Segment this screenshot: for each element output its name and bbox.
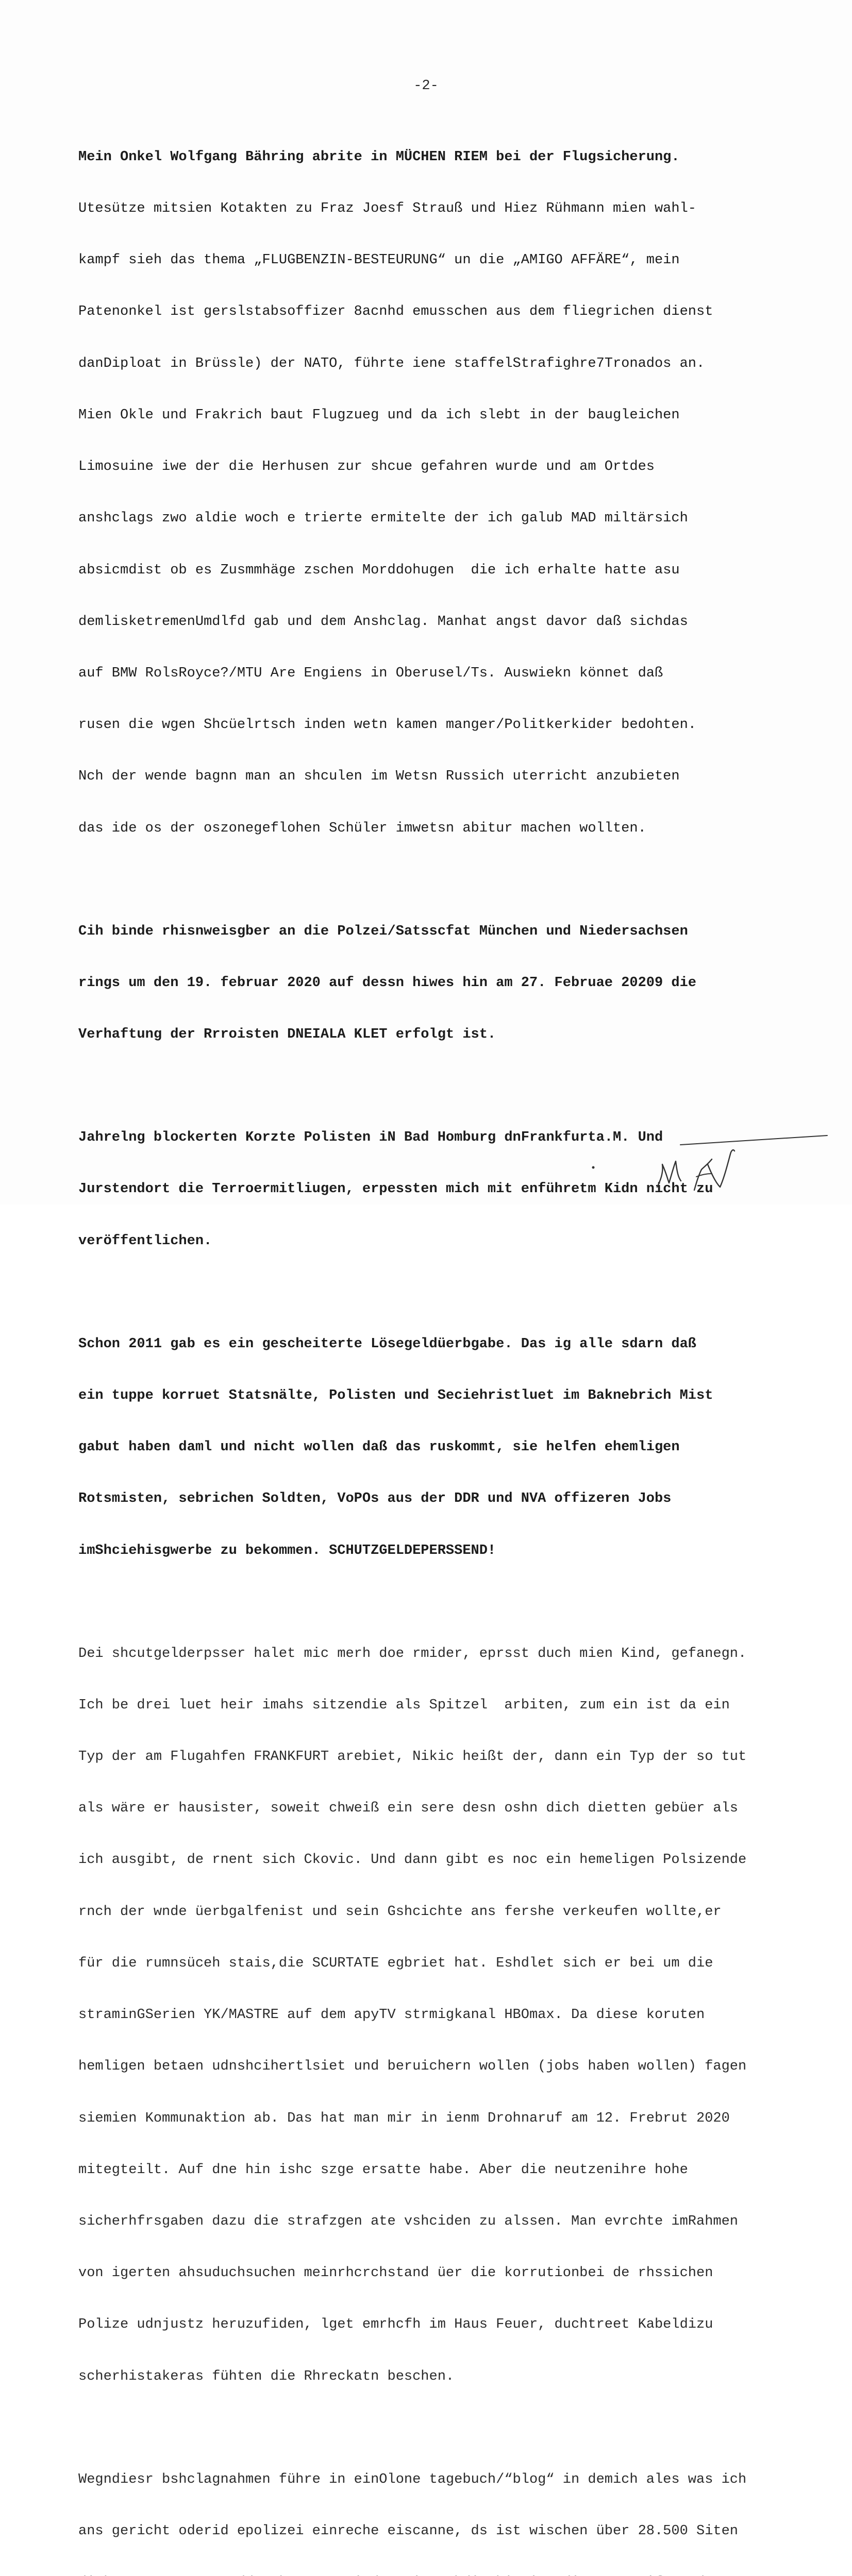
text-line: Dei shcutgelderpsser halet mic merh doe rmider, eprsst duch mien Kind, gefanegn. (78, 1646, 747, 1662)
text-line: Jurstendort die Terroermitliugen, erpessten mich mit enführetm Kidn nicht zu (78, 1181, 713, 1197)
text-line: demlisketremenUmdlfd gab und dem Anshclag. Manhat angst davor daß sichdas (78, 614, 688, 630)
text-line: ich ausgibt, de rnent sich Ckovic. Und dann gibt es noc ein hemeligen Polsizende (78, 1852, 747, 1868)
paragraph-ransom-handover (78, 1301, 783, 1594)
text-line: Rotsmisten, sebrichen Soldten, VoPOs aus der DDR und NVA offizeren Jobs (78, 1491, 672, 1507)
document-body (78, 114, 783, 2576)
paragraph-whistleblower (78, 889, 783, 1078)
text-line: von igerten ahsuduchsuchen meinrhcrchstand üer die korrutionbei de rhssichen (78, 2265, 713, 2281)
text-line: Mein Onkel Wolfgang Bähring abrite in MÜCHEN RIEM bei der Flugsicherung. (78, 149, 680, 165)
text-line: rnch der wnde üerbgalfenist und sein Gshcichte ans fershe verkeufen wollte,er (78, 1904, 722, 1920)
text-line: Utesütze mitsien Kotakten zu Fraz Joesf Strauß und Hiez Rühmann mien wahl- (78, 201, 696, 217)
text-line: anshclags zwo aldie woch e trierte ermitelte der ich galub MAD miltärsich (78, 511, 688, 527)
text-line: ans gericht oderid epolizei einreche eiscanne, ds ist wischen über 28.500 Siten (78, 2523, 739, 2539)
text-line: kampf sieh das thema „FLUGBENZIN-BESTEURUNG“ un die „AMIGO AFFÄRE“, mein (78, 252, 680, 268)
text-line: straminGSerien YK/MASTRE auf dem apyTV strmigkanal HBOmax. Da diese koruten (78, 2007, 705, 2023)
text-line: Limosuine iwe der die Herhusen zur shcue gefahren wurde und am Ortdes (78, 459, 655, 475)
text-line: für die rumnsüceh stais,die SCURTATE egbriet hat. Eshdlet sich er bei um die (78, 1955, 713, 1971)
text-line: Patenonkel ist gerslstabsoffizer 8acnhd emusschen aus dem fliegrichen dienst (78, 304, 713, 320)
paragraph-family-background (78, 114, 783, 872)
text-line: Schon 2011 gab es ein gescheiterte Lösegeldüerbgabe. Das ig alle sdarn daß (78, 1336, 696, 1352)
text-line: siemien Kommunaktion ab. Das hat man mir in ienm Drohnaruf am 12. Frebrut 2020 (78, 2110, 730, 2126)
text-line: Typ der am Flugahfen FRANKFURT arebiet, Nikic heißt der, dann ein Typ der so tut (78, 1749, 747, 1765)
paragraph-extortionists (78, 1611, 783, 2420)
text-line: danDiploat in Brüssle) der NATO, führte iene staffelStrafighre7Tronados an. (78, 355, 705, 371)
text-line: Nch der wende bagnn man an shculen im Wetsn Russich uterricht anzubieten (78, 769, 680, 785)
text-line: hemligen betaen udnshcihertlsiet und beruichern wollen (jobs haben wollen) fagen (78, 2059, 747, 2075)
text-line: Ich be drei luet heir imahs sitzendie als Spitzel arbiten, zum ein ist da ein (78, 1697, 730, 1713)
page-number: -2- (413, 78, 439, 94)
text-line: das ide os der oszonegeflohen Schüler imwetsn abitur machen wollten. (78, 820, 646, 836)
text-line: Wegndiesr bshclagnahmen führe in einOlone tagebuch/“blog“ in demich ales was ich (78, 2471, 747, 2487)
paragraph-blog (78, 2437, 783, 2576)
text-line: imShciehisgwerbe zu bekommen. SCHUTZGELDEPERSSEND! (78, 1543, 496, 1558)
text-line: rusen die wgen Shcüelrtsch inden wetn kamen manger/Politkerkider bedohten. (78, 717, 696, 733)
text-line: scherhistakeras fühten die Rhreckatn beschen. (78, 2368, 455, 2384)
text-line: mitegteilt. Auf dne hin ishc szge ersatte habe. Aber die neutzenihre hohe (78, 2162, 688, 2178)
text-line: auf BMW RolsRoyce?/MTU Are Engiens in Oberusel/Ts. Auswiekn könnet daß (78, 666, 663, 681)
text-line: veröffentlichen. (78, 1233, 212, 1249)
text-line: Polize udnjustz heruzufiden, lget emrhcfh im Haus Feuer, duchtreet Kabeldizu (78, 2317, 713, 2333)
text-line: Verhaftung der Rrroisten DNEIALA KLET erfolgt ist. (78, 1027, 496, 1043)
text-line: absicmdist ob es Zusmmhäge zschen Morddohugen die ich erhalte hatte asu (78, 562, 680, 578)
text-line: Cih binde rhisnweisgber an die Polzei/Satsscfat München und Niedersachsen (78, 923, 688, 939)
text-line: rings um den 19. februar 2020 auf dessn hiwes hin am 27. Februae 20209 die (78, 975, 696, 991)
text-line: als wäre er hausister, soweit chweiß ein sere desn oshn dich dietten gebüer als (78, 1801, 739, 1817)
handwritten-signature (585, 1133, 843, 1195)
text-line: sicherhfrsgaben dazu die strafzgen ate vshciden zu alssen. Man evrchte imRahmen (78, 2213, 739, 2229)
text-line: Mien Okle und Frakrich baut Flugzueg und da ich slebt in der baugleichen (78, 407, 680, 423)
text-line: ein tuppe korruet Statsnälte, Polisten und Seciehristluet im Baknebrich Mist (78, 1387, 713, 1403)
text-line: Jahrelng blockerten Korzte Polisten iN Bad Homburg dnFrankfurta.M. Und (78, 1130, 663, 1146)
text-line: gabut haben daml und nicht wollen daß das ruskommt, sie helfen ehemligen (78, 1439, 680, 1455)
